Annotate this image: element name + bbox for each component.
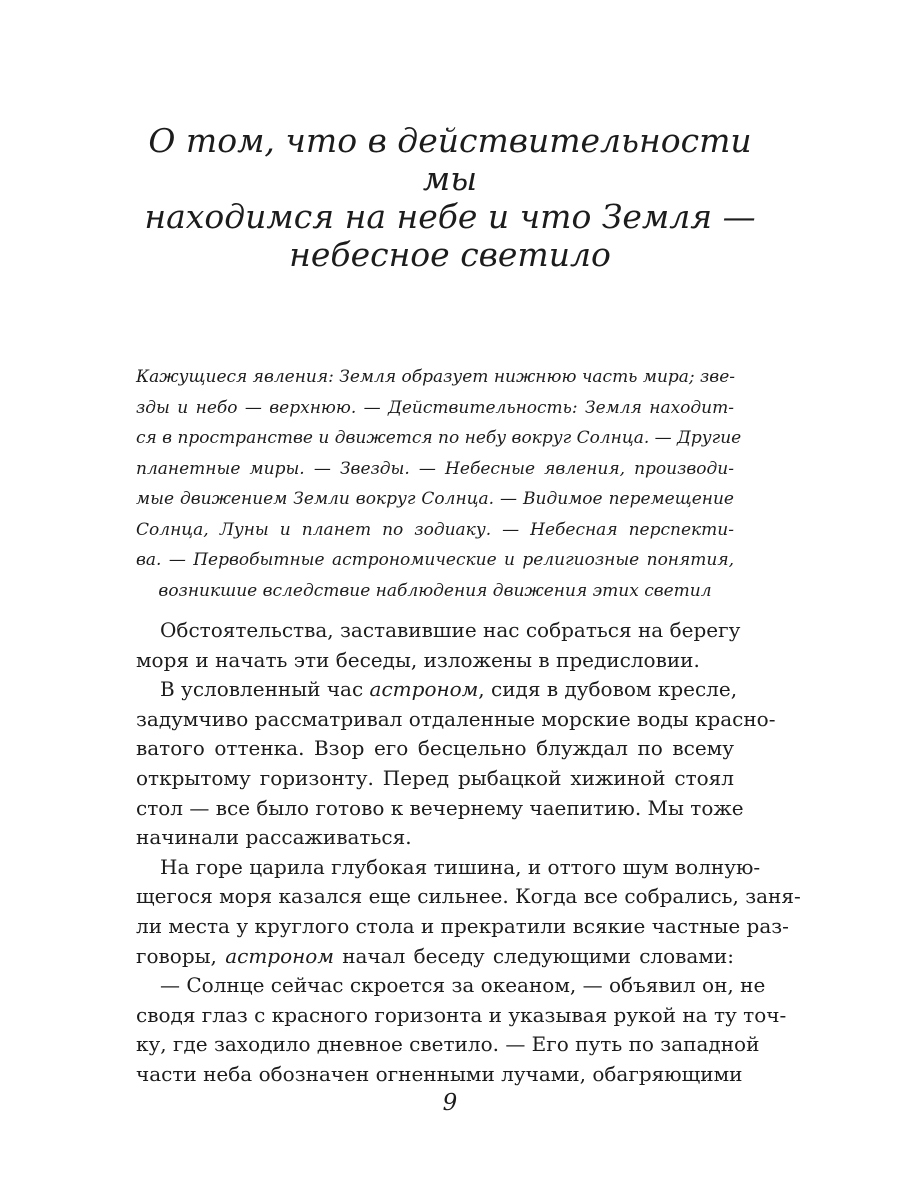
summary-line: ва. — Первобытные астрономические и религиозные понятия, xyxy=(136,550,734,570)
body-line: начинали рассаживаться. xyxy=(136,825,412,850)
astronomer-emphasis: астроном xyxy=(369,677,479,702)
body-line: моря и начать эти беседы, изложены в предисловии. xyxy=(136,647,700,672)
body-line: — Солнце сейчас скроется за океаном, — объявил он, не xyxy=(160,973,766,998)
body-text xyxy=(136,616,801,1090)
body-text-run: В условленный час xyxy=(160,677,370,702)
chapter-title xyxy=(120,122,780,274)
body-line: ватого оттенка. Взор его бесцельно блуждал по всему xyxy=(136,736,734,761)
body-line: ли места у круглого стола и прекратили всякие частные раз- xyxy=(136,913,789,938)
summary-line: возникшие вследствие наблюдения движения этих светил xyxy=(158,580,712,601)
summary-line: планетные миры. — Звезды. — Небесные явления, производи- xyxy=(136,458,734,479)
summary-line: ся в пространстве и движется по небу вокруг Солнца. — Другие xyxy=(136,428,742,448)
body-text-run: говоры, xyxy=(136,943,226,968)
body-line: ку, где заходило дневное светило. — Его путь по западной xyxy=(136,1032,760,1057)
body-line: стол — все было готово к вечернему чаепитию. Мы тоже xyxy=(136,795,744,820)
summary-line: Солнца, Луны и планет по зодиаку. — Небесная перспекти- xyxy=(136,519,734,540)
astronomer-emphasis: астроном xyxy=(225,943,334,968)
chapter-title-line: небесное светило xyxy=(289,235,611,274)
body-line: щегося моря казался еще сильнее. Когда все собрались, заня- xyxy=(136,884,801,909)
body-line: части неба обозначен огненными лучами, обагряющими xyxy=(136,1061,743,1086)
body-text-run: , сидя в дубовом кресле, xyxy=(478,677,738,702)
body-line: сводя глаз с красного горизонта и указывая рукой на ту точ- xyxy=(136,1002,787,1027)
summary-line: Кажущиеся явления: Земля образует нижнюю часть мира; зве- xyxy=(136,367,736,387)
summary-line: зды и небо — верхнюю. — Действительность: Земля находит- xyxy=(136,397,734,418)
body-text-run: начал беседу следующими словами: xyxy=(333,943,734,968)
body-line: задумчиво рассматривал отдаленные морские воды красно- xyxy=(136,706,776,731)
summary-line: мые движением Земли вокруг Солнца. — Видимое перемещение xyxy=(136,489,734,509)
chapter-summary xyxy=(136,362,742,606)
body-line: Обстоятельства, заставившие нас собраться на берегу xyxy=(160,618,741,642)
body-line xyxy=(136,942,734,972)
body-line xyxy=(136,675,738,705)
page-number: 9 xyxy=(442,1090,458,1116)
chapter-title-line: О том, что в действительности мы xyxy=(148,121,752,198)
body-line: На горе царила глубокая тишина, и оттого шум волную- xyxy=(160,854,761,879)
chapter-title-line: находимся на небе и что Земля — xyxy=(144,197,756,236)
body-line: открытому горизонту. Перед рыбацкой хижиной стоял xyxy=(136,765,734,790)
